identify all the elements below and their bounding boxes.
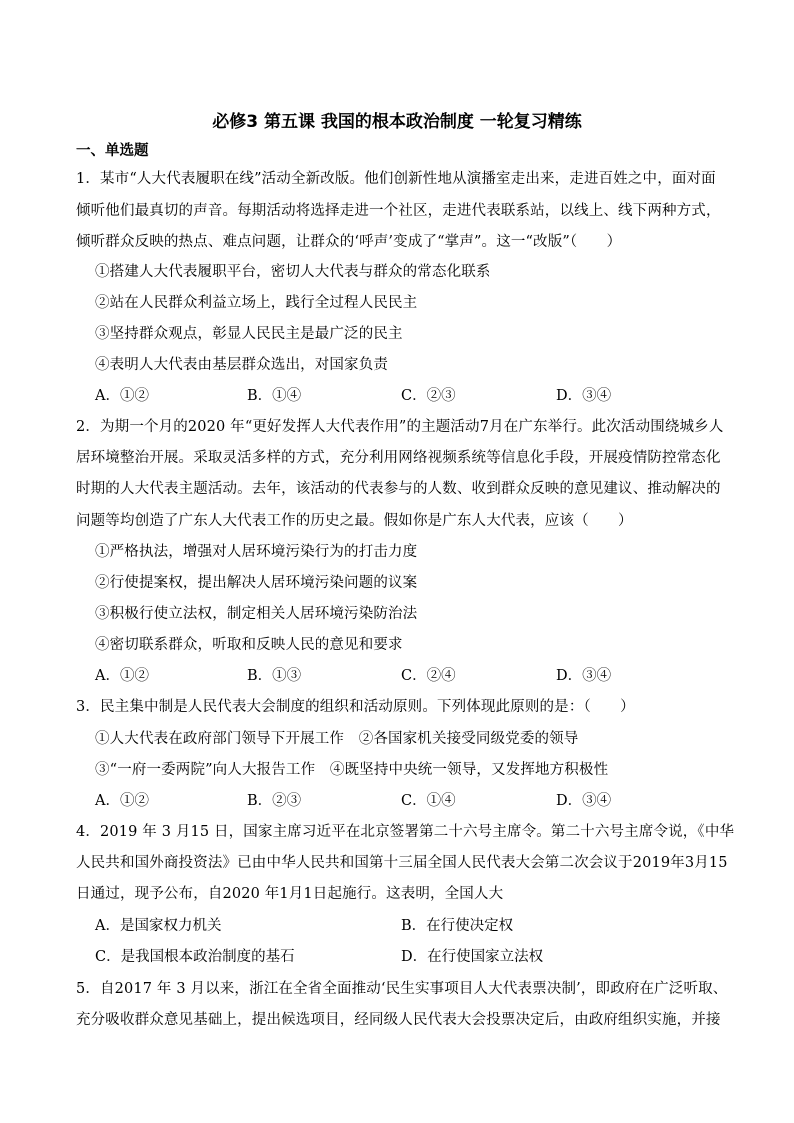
q2-statement: ②行使提案权，提出解决人居环境污染问题的议案: [95, 575, 418, 591]
q3-option-d[interactable]: D．③④: [556, 793, 612, 809]
q2-stem-line: 问题等均创造了广东人大代表工作的历史之最。假如你是广东人大代表，应该（ ）: [76, 513, 633, 529]
q1-option-b[interactable]: B．①④: [247, 388, 302, 404]
q3-option-c[interactable]: C．①④: [401, 793, 456, 809]
q1-option-c[interactable]: C．②③: [401, 388, 456, 404]
q1-stem-line: 1．某市“人大代表履职在线”活动全新改版。他们创新性地从演播室走出来，走进百姓之中，面对面: [76, 171, 716, 187]
q4-option-d[interactable]: D．在行使国家立法权: [401, 949, 544, 965]
q4-stem-line: 4．2019 年 3 月15 日，国家主席习近平在北京签署第二十六号主席令。第二十六号主席令说，《中华: [76, 824, 735, 840]
section-heading: 一、单选题: [76, 143, 149, 159]
q1-stem-line: 倾听群众反映的热点、难点问题，让群众的‘呼声’变成了“掌声”。这一“改版”（ ）: [76, 234, 622, 250]
q5-stem-line: 充分吸收群众意见基础上，提出候选项目，经同级人民代表大会投票决定后，由政府组织实施，并接: [76, 1012, 721, 1028]
q2-stem-line: 居环境整治开展。采取灵活多样的方式，充分利用网络视频系统等信息化手段，开展疫情防控常态化: [76, 450, 721, 466]
q2-option-a[interactable]: A．①②: [95, 668, 149, 684]
q3-option-a[interactable]: A．①②: [95, 793, 149, 809]
q2-stem-line: 2．为期一个月的2020 年“更好发挥人大代表作用”的主题活动7月在广东举行。此次活动围绕城乡人: [76, 419, 724, 435]
q2-option-c[interactable]: C．②④: [401, 668, 456, 684]
q1-stem-line: 倾听他们最真切的声音。每期活动将选择走进一个社区，走进代表联系站，以线上、线下两种方式，: [76, 203, 721, 219]
q2-statement: ④密切联系群众，听取和反映人民的意见和要求: [95, 637, 403, 653]
q1-statement: ④表明人大代表由基层群众选出，对国家负责: [95, 357, 388, 373]
q1-statement: ③坚持群众观点，彰显人民民主是最广泛的民主: [95, 326, 403, 342]
q3-statement: ③“一府一委两院”向人大报告工作 ④既坚持中央统一领导，又发挥地方积极性: [95, 762, 609, 778]
page-title: 必修3 第五课 我国的根本政治制度 一轮复习精练: [212, 112, 582, 132]
q5-stem-line: 5．自2017 年 3 月以来，浙江在全省全面推动‘民生实事项目人大代表票决制’，即政府在广泛听取、: [76, 981, 728, 997]
q2-statement: ①严格执法，增强对人居环境污染行为的打击力度: [95, 544, 418, 560]
q2-option-b[interactable]: B．①③: [247, 668, 302, 684]
q4-stem-line: 人民共和国外商投资法》已由中华人民共和国第十三届全国人民代表大会第二次会议于2019年3月15: [76, 855, 728, 871]
q2-option-d[interactable]: D．③④: [556, 668, 612, 684]
q4-stem-line: 日通过，现予公布，自2020 年1月1日起施行。这表明，全国人大: [76, 886, 504, 902]
q4-option-c[interactable]: C．是我国根本政治制度的基石: [95, 949, 295, 965]
q3-statement: ①人大代表在政府部门领导下开展工作 ②各国家机关接受同级党委的领导: [95, 731, 579, 747]
q1-option-a[interactable]: A．①②: [95, 388, 149, 404]
q1-statement: ①搭建人大代表履职平台，密切人大代表与群众的常态化联系: [95, 264, 491, 280]
q3-stem-line: 3．民主集中制是人民代表大会制度的组织和活动原则。下列体现此原则的是：（ ）: [76, 699, 635, 715]
q3-option-b[interactable]: B．②③: [247, 793, 302, 809]
q2-stem-line: 时期的人大代表主题活动。去年，该活动的代表参与的人数、收到群众反映的意见建议、推动解决的: [76, 481, 721, 497]
q1-option-d[interactable]: D．③④: [556, 388, 612, 404]
q4-option-b[interactable]: B．在行使决定权: [401, 918, 514, 934]
q1-statement: ②站在人民群众利益立场上，践行全过程人民民主: [95, 295, 418, 311]
q4-option-a[interactable]: A．是国家权力机关: [95, 918, 222, 934]
q2-statement: ③积极行使立法权，制定相关人居环境污染防治法: [95, 606, 418, 622]
